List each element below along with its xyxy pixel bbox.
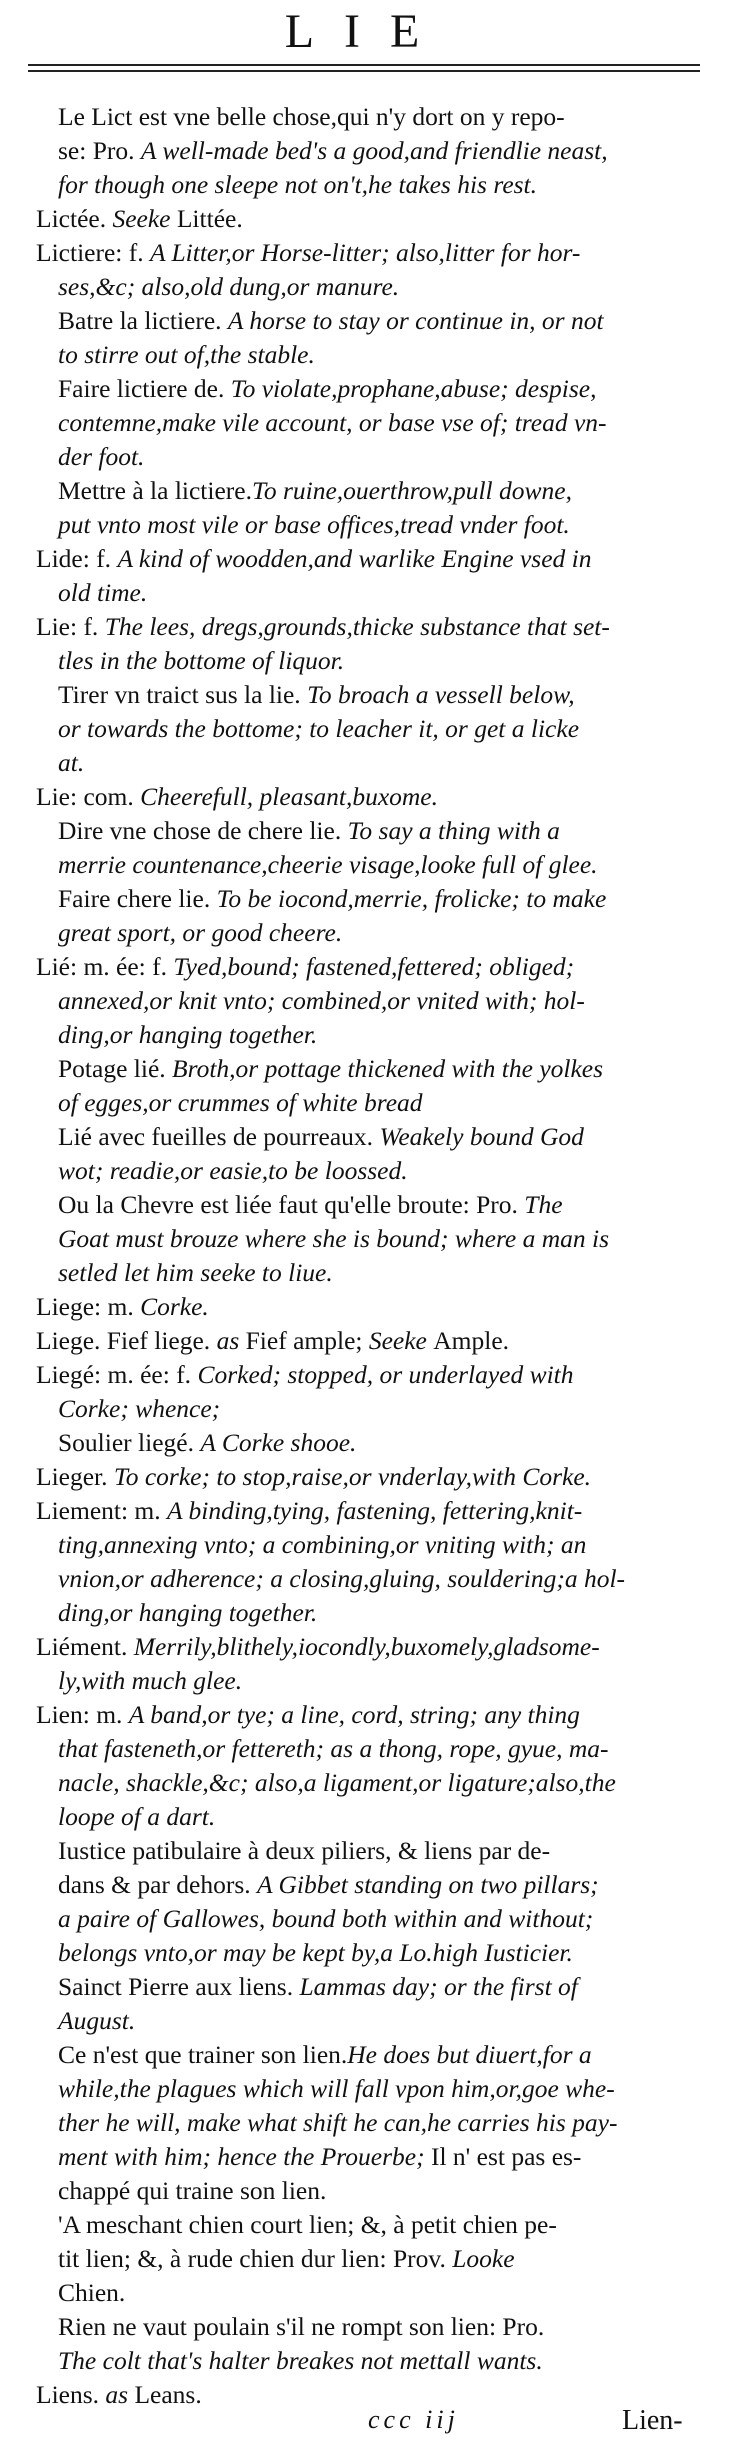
entry-line [0,1358,726,1392]
term-text: Sainct Pierre aux liens. [58,1972,300,2001]
term-text: Lictiere: f. [36,238,150,267]
definition-text: Looke [452,2244,515,2273]
definition-text: To broach a vessell below, [307,680,575,709]
entry-line [0,1460,726,1494]
term-text: Ample. [433,1326,510,1355]
entry-line [0,882,734,916]
entry-line [0,712,734,746]
entry-line [0,1664,734,1698]
definition-text: annexed,or knit vnto; combined,or vnited with; hol- [58,986,585,1015]
term-text: Potage lié. [58,1054,173,1083]
entry-line [0,576,734,610]
definition-text: for though one sleepe not on't,he takes his rest. [58,170,538,199]
definition-text: that fasteneth,or fettereth; as a thong, rope, gyue, ma- [58,1734,609,1763]
definition-text: loope of a dart. [58,1802,216,1831]
definition-text: Corked; stopped, or underlayed with [197,1360,574,1389]
definition-text: ding,or hanging together. [58,1020,318,1049]
definition-text: A Litter,or Horse-litter; also,litter for hor- [149,238,581,267]
term-text: 'A meschant chien court lien; &, à petit chien pe- [58,2210,557,2239]
definition-text: a paire of Gallowes, bound both within and without; [58,1904,594,1933]
entry-line [0,372,734,406]
sub-entry [0,100,734,202]
entry-line [0,814,734,848]
headword-entry [0,202,734,236]
entry-line [0,1426,734,1460]
term-text: Lié: m. ée: f. [36,952,174,981]
definition-text: August. [58,2006,136,2035]
term-text: Liens. [36,2380,106,2409]
entry-line [0,1494,726,1528]
entry-line [0,168,734,202]
definition-text: or towards the bottome; to leacher it, or get a licke [58,714,580,743]
entry-line [0,1630,726,1664]
definition-text: To violate,prophane,abuse; despise, [230,374,597,403]
definition-text: tles in the bottome of liquor. [58,646,345,675]
sub-entry [0,678,734,780]
entry-line [0,610,726,644]
dictionary-column [0,100,734,2412]
headword-entry [0,542,734,610]
definition-text: ly,with much glee. [58,1666,243,1695]
sub-entry [0,2310,734,2378]
entry-line [0,1970,734,2004]
term-text: Mettre à la lictiere. [58,476,252,505]
definition-text: Lammas day; or the first of [299,1972,578,2001]
headword-entry [0,1324,734,1358]
entry-line [0,542,726,576]
definition-text: ting,annexing vnto; a combining,or vniting with; an [58,1530,587,1559]
definition-text: to stirre out of,the stable. [58,340,315,369]
term-text: Chien. [58,2278,126,2307]
headword-entry [0,1290,734,1324]
definition-text: contemne,make vile account, or base vse of; tread vn- [58,408,607,437]
entry-line [0,1902,734,1936]
term-text: Liege. Fief liege. [36,1326,217,1355]
term-text: Lieger. [36,1462,114,1491]
definition-text: To be iocond,merrie, frolicke; to make [216,884,607,913]
entry-line [0,1596,734,1630]
definition-text: Cheerefull, pleasant,buxome. [140,782,439,811]
entry-line [0,1800,734,1834]
entry-line [0,2038,734,2072]
entry-line [0,1392,734,1426]
sub-entry [0,1120,734,1188]
entry-line [0,1766,734,1800]
definition-text: Tyed,bound; fastened,fettered; obliged; [173,952,575,981]
definition-text: Goat must brouze where she is bound; where a man is [58,1224,610,1253]
entry-line [0,1256,734,1290]
term-text: Lie: f. [36,612,105,641]
entry-line [0,2310,734,2344]
entry-line [0,1222,734,1256]
term-text: se: Pro. [58,136,141,165]
definition-text: vnion,or adherence; a closing,gluing, souldering;a hol- [58,1564,626,1593]
term-text: Faire chere lie. [58,884,217,913]
definition-text: belongs vnto,or may be kept by,a Lo.high Iusticier. [58,1938,573,1967]
definition-text: Merrily,blithely,iocondly,buxomely,gladsome- [133,1632,600,1661]
sub-entry [0,882,734,950]
entry-line [0,100,734,134]
definition-text: as [105,2380,135,2409]
term-text: Faire lictiere de. [58,374,231,403]
entry-line [0,2072,734,2106]
definition-text: nacle, shackle,&c; also,a ligament,or ligature;also,the [58,1768,616,1797]
entry-line [0,2106,734,2140]
headword-entry [0,1358,734,1426]
term-text: Le Lict est vne belle chose,qui n'y dort on y repo- [58,102,565,131]
entry-line [0,1868,734,1902]
term-text: Soulier liegé. [58,1428,201,1457]
entry-line [0,1834,734,1868]
header-rule-bottom [28,70,700,72]
sub-entry [0,2038,734,2208]
term-text: Il n' est pas es- [430,2142,582,2171]
sub-entry [0,1052,734,1120]
definition-text: A Corke shooe. [200,1428,357,1457]
term-text: Lide: f. [36,544,118,573]
page-footer [0,2405,734,2455]
term-text: Lien: m. [36,1700,129,1729]
entry-line [0,2276,734,2310]
entry-line [0,1936,734,1970]
catchword: Lien- [622,2405,683,2436]
entry-line [0,2004,734,2038]
headword-entry [0,780,734,814]
term-text: Leans. [134,2380,202,2409]
entry-line [0,270,734,304]
definition-text: of egges,or crummes of white bread [58,1088,423,1117]
sub-entry [0,1426,734,1460]
definition-text: To corke; to stop,raise,or vnderlay,with Corke. [113,1462,592,1491]
definition-text: Corke; whence; [58,1394,221,1423]
term-text: Tirer vn traict sus la lie. [58,680,308,709]
definition-text: Seeke [368,1326,434,1355]
definition-text: A horse to stay or continue in, or not [227,306,604,335]
term-text: Iustice patibulaire à deux piliers, & liens par de- [58,1836,551,1865]
entry-line [0,508,734,542]
definition-text: The colt that's halter breakes not mettall wants. [58,2346,543,2375]
term-text: Littée. [176,204,243,233]
headword-entry [0,950,734,1052]
sub-entry [0,1970,734,2038]
definition-text: A binding,tying, fastening, fettering,knit- [167,1496,583,1525]
definition-text: The lees, dregs,grounds,thicke substance that set- [104,612,610,641]
entry-line [0,1562,734,1596]
term-text: Ou la Chevre est liée faut qu'elle broute: Pro. [58,1190,525,1219]
term-text: Batre la lictiere. [58,306,228,335]
entry-line [0,848,734,882]
entry-line [0,474,734,508]
term-text: Lie: com. [36,782,141,811]
definition-text: To say a thing with a [347,816,560,845]
page-header: LIE [284,5,450,58]
definition-text: The [524,1190,563,1219]
entry-line [0,2242,734,2276]
entry-line [0,134,734,168]
term-text: dans & par dehors. [58,1870,257,1899]
entry-line [0,1290,726,1324]
entry-line [0,916,734,950]
entry-line [0,406,734,440]
entry-line [0,1528,734,1562]
signature-mark: ccc iij [368,2405,459,2434]
term-text: Dire vne chose de chere lie. [58,816,348,845]
entry-line [0,644,734,678]
entry-line [0,1018,734,1052]
term-text: Lié avec fueilles de pourreaux. [58,1122,380,1151]
definition-text: at. [58,748,85,777]
term-text: Liegé: m. ée: f. [36,1360,198,1389]
entry-line [0,338,734,372]
definition-text: To ruine,ouerthrow,pull downe, [251,476,572,505]
definition-text: A kind of woodden,and warlike Engine vsed in [117,544,592,573]
headword-entry [0,1460,734,1494]
sub-entry [0,1188,734,1290]
entry-line [0,236,726,270]
entry-line [0,2208,734,2242]
sub-entry [0,304,734,372]
definition-text: A Gibbet standing on two pillars; [257,1870,599,1899]
definition-text: ment with him; hence the Prouerbe; [58,2142,431,2171]
term-text: Lictée. [36,204,113,233]
definition-text: merrie countenance,cheerie visage,looke full of glee. [58,850,598,879]
entry-line [0,440,734,474]
definition-text: A well-made bed's a good,and friendlie neast, [140,136,608,165]
sub-entry [0,2208,734,2310]
term-text: chappé qui traine son lien. [58,2176,327,2205]
term-text: tit lien; &, à rude chien dur lien: Prov. [58,2244,453,2273]
entry-line [0,1324,726,1358]
entry-line [0,1086,734,1120]
definition-text: great sport, or good cheere. [58,918,343,947]
definition-text: Weakely bound God [379,1122,584,1151]
definition-text: setled let him seeke to liue. [58,1258,333,1287]
header-rule-top [28,64,700,66]
definition-text: Seeke [112,204,177,233]
headword-entry [0,236,734,304]
definition-text: while,the plagues which will fall vpon him,or,goe whe- [58,2074,615,2103]
definition-text: Corke. [140,1292,209,1321]
sub-entry [0,1834,734,1970]
definition-text: A band,or tye; a line, cord, string; any thing [128,1700,580,1729]
entry-line [0,678,734,712]
definition-text: der foot. [58,442,145,471]
entry-line [0,2344,734,2378]
sub-entry [0,814,734,882]
entry-line [0,1120,734,1154]
term-text: Ce n'est que trainer son lien. [58,2040,348,2069]
entry-line [0,746,734,780]
definition-text: ding,or hanging together. [58,1598,318,1627]
term-text: Fief ample; [245,1326,369,1355]
entry-line [0,1188,734,1222]
sub-entry [0,372,734,474]
headword-entry [0,1494,734,1630]
entry-line [0,202,726,236]
headword-entry [0,610,734,678]
entry-line [0,1732,734,1766]
definition-text: He does but diuert,for a [347,2040,592,2069]
term-text: Liement: m. [36,1496,168,1525]
term-text: Liege: m. [36,1292,141,1321]
sub-entry [0,474,734,542]
entry-line [0,950,726,984]
entry-line [0,1698,726,1732]
definition-text: ses,&c; also,old dung,or manure. [58,272,400,301]
entry-line [0,780,726,814]
term-text: Rien ne vaut poulain s'il ne rompt son lien: Pro. [58,2312,545,2341]
definition-text: old time. [58,578,148,607]
definition-text: as [216,1326,246,1355]
definition-text: Broth,or pottage thickened with the yolkes [172,1054,604,1083]
entry-line [0,2140,734,2174]
entry-line [0,1154,734,1188]
definition-text: wot; readie,or easie,to be loossed. [58,1156,408,1185]
headword-entry [0,1630,734,1698]
entry-line [0,1052,734,1086]
headword-entry [0,1698,734,1834]
entry-line [0,304,734,338]
definition-text: ther he will, make what shift he can,he carries his pay- [58,2108,618,2137]
entry-line [0,984,734,1018]
term-text: Liément. [36,1632,134,1661]
entry-line [0,2174,734,2208]
definition-text: put vnto most vile or base offices,tread vnder foot. [58,510,570,539]
